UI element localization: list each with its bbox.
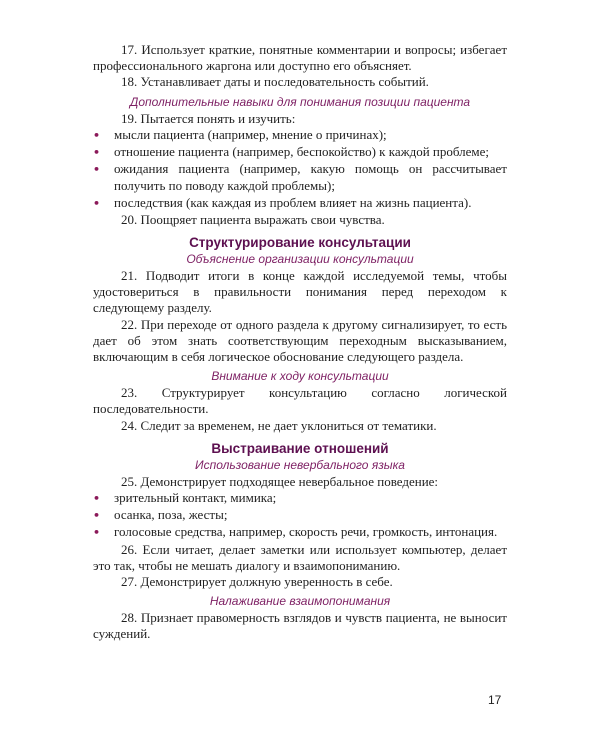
list-item	[93, 524, 507, 541]
subheading-attention-flow: Внимание к ходу консультации	[211, 369, 389, 384]
bullet-icon: •	[93, 128, 101, 142]
list-item-text: ожидания пациента (например, какую помощь он рассчитывает получить по поводу каждой проблемы);	[114, 161, 507, 194]
paragraph-24: 24. Следит за временем, не дает уклониться от тематики.	[121, 417, 437, 433]
list-item	[93, 127, 507, 144]
paragraph-28: 28. Признает правомерность взглядов и чувств пациента, не выносит суждений.	[93, 610, 507, 642]
paragraph-27: 27. Демонстрирует должную уверенность в себе.	[121, 574, 393, 590]
list-item-text: мысли пациента (например, мнение о причинах);	[114, 126, 387, 142]
subheading-nonverbal: Использование невербального языка	[195, 457, 405, 472]
subheading-rapport: Налаживание взаимопонимания	[209, 594, 391, 609]
list-item	[93, 144, 507, 161]
paragraph-26: 26. Если читает, делает заметки или использует компьютер, делает это так, чтобы не мешать диалогу и взаимопониманию.	[93, 541, 507, 573]
list-item	[93, 507, 507, 524]
list-item	[93, 161, 507, 194]
section-heading-structuring: Структурирование консультации	[189, 235, 411, 251]
list-item	[93, 490, 507, 507]
list-item	[93, 195, 507, 212]
page-body	[93, 42, 507, 643]
subheading-additional-skills: Дополнительные навыки для понимания позиции пациента	[129, 94, 471, 109]
bullet-icon: •	[93, 163, 101, 177]
paragraph-21: 21. Подводит итоги в конце каждой исследуемой темы, чтобы удостовериться в правильности понимания перед переходом к следующему разделу.	[93, 268, 507, 316]
bullet-icon: •	[93, 492, 101, 506]
list-item-text: осанка, поза, жесты;	[114, 507, 228, 523]
bullet-icon: •	[93, 146, 101, 160]
page-number: 17	[488, 693, 502, 707]
paragraph-20: 20. Поощряет пациента выражать свои чувства.	[121, 211, 385, 227]
bullet-icon: •	[93, 526, 101, 540]
list-item-text: голосовые средства, например, скорость речи, громкость, интонация.	[114, 524, 498, 540]
paragraph-18: 18. Устанавливает даты и последовательность событий.	[121, 74, 429, 90]
paragraph-22: 22. При переходе от одного раздела к другому сигнализирует, то есть дает об этом знать соответствующим переходным высказыванием, включающим в себя логическое обоснование следующего раздела.	[93, 316, 507, 365]
paragraph-17: 17. Использует краткие, понятные комментарии и вопросы; избегает профессионального жаргона или доступно его объясняет.	[93, 42, 507, 74]
list-item-text: последствия (как каждая из проблем влияет на жизнь пациента).	[114, 194, 472, 210]
subheading-explain-organization: Объяснение организации консультации	[186, 252, 414, 267]
bullet-icon: •	[93, 196, 101, 210]
section-heading-relations: Выстраивание отношений	[211, 440, 389, 456]
paragraph-23: 23. Структурирует консультацию согласно логической последовательности.	[93, 385, 507, 417]
list-item-text: зрительный контакт, мимика;	[114, 490, 277, 506]
bullet-icon: •	[93, 509, 101, 523]
list-item-text: отношение пациента (например, беспокойство) к каждой проблеме;	[114, 144, 490, 160]
paragraph-19: 19. Пытается понять и изучить:	[121, 110, 296, 126]
paragraph-25: 25. Демонстрирует подходящее невербальное поведение:	[121, 473, 439, 489]
